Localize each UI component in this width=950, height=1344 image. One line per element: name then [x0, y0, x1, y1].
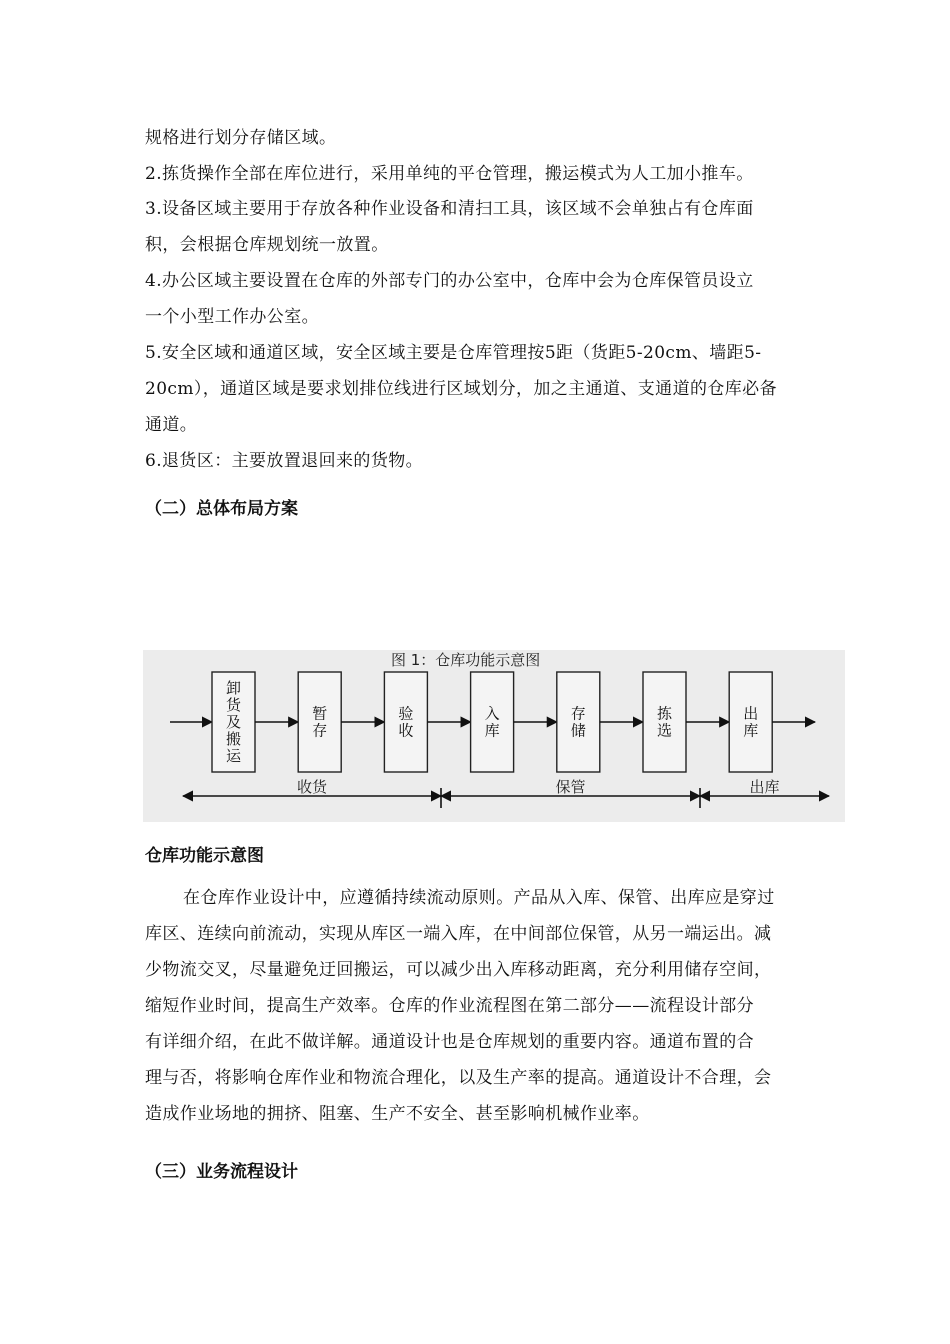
section-heading: （二）总体布局方案 — [145, 499, 298, 519]
list-line: 一个小型工作办公室。 — [145, 307, 319, 327]
process-box-label: 收 — [398, 721, 414, 740]
list-line: 积，会根据仓库规划统一放置。 — [145, 235, 389, 255]
list-line: 规格进行划分存储区域。 — [145, 128, 337, 148]
process-box-label: 暂 — [312, 704, 328, 723]
segment-label: 保管 — [555, 778, 586, 796]
list-line: 4.办公区域主要设置在仓库的外部专门的办公室中，仓库中会为仓库保管员设立 — [145, 271, 754, 291]
body-line: 理与否，将影响仓库作业和物流合理化，以及生产率的提高。通道设计不合理，会 — [145, 1068, 772, 1088]
figure-title: 图 1：仓库功能示意图 — [391, 651, 541, 669]
process-box-label: 卸 — [225, 679, 242, 697]
warehouse-function-figure — [143, 650, 845, 822]
process-box-label: 出 — [743, 704, 759, 723]
process-box-label: 库 — [484, 721, 500, 740]
list-line: 通道。 — [145, 415, 198, 435]
process-box-label: 存 — [570, 704, 586, 723]
flow-diagram — [143, 650, 845, 822]
body-line: 有详细介绍，在此不做详解。通道设计也是仓库规划的重要内容。通道布置的合 — [145, 1032, 754, 1052]
list-line: 2.拣货操作全部在库位进行，采用单纯的平仓管理，搬运模式为人工加小推车。 — [145, 164, 754, 184]
process-box-label: 存 — [312, 721, 328, 740]
body-line: 在仓库作业设计中，应遵循持续流动原则。产品从入库、保管、出库应是穿过 — [183, 888, 775, 908]
process-box-label: 货 — [225, 696, 242, 714]
body-line: 造成作业场地的拥挤、阻塞、生产不安全、甚至影响机械作业率。 — [145, 1104, 650, 1124]
segment-label: 收货 — [296, 778, 328, 796]
list-line: 6.退货区：主要放置退回来的货物。 — [145, 451, 424, 471]
process-box-label: 验 — [398, 704, 414, 723]
process-box-label: 储 — [570, 721, 586, 740]
body-line: 少物流交叉，尽量避免迂回搬运，可以减少出入库移动距离，充分利用储存空间， — [145, 960, 772, 980]
process-box-label: 选 — [656, 721, 673, 740]
process-box-label: 及 — [225, 713, 242, 731]
process-box-label: 运 — [225, 747, 242, 765]
section-heading: （三）业务流程设计 — [145, 1162, 298, 1182]
list-line: 5.安全区域和通道区域，安全区域主要是仓库管理按5距（货距5-20cm、墙距5- — [145, 343, 762, 363]
list-line: 20cm），通道区域是要求划排位线进行区域划分，加之主通道、支通道的仓库必备 — [145, 379, 777, 399]
process-box-label: 库 — [743, 721, 759, 740]
process-box-label: 拣 — [656, 704, 673, 723]
figure-caption: 仓库功能示意图 — [145, 846, 264, 866]
body-line: 库区、连续向前流动，实现从库区一端入库，在中间部位保管，从另一端运出。减 — [145, 924, 772, 944]
body-line: 缩短作业时间，提高生产效率。仓库的作业流程图在第二部分——流程设计部分 — [145, 996, 754, 1016]
process-box-label: 入 — [484, 704, 500, 723]
process-box-label: 搬 — [225, 730, 242, 748]
list-line: 3.设备区域主要用于存放各种作业设备和清扫工具，该区域不会单独占有仓库面 — [145, 199, 754, 219]
segment-label: 出库 — [749, 778, 780, 796]
